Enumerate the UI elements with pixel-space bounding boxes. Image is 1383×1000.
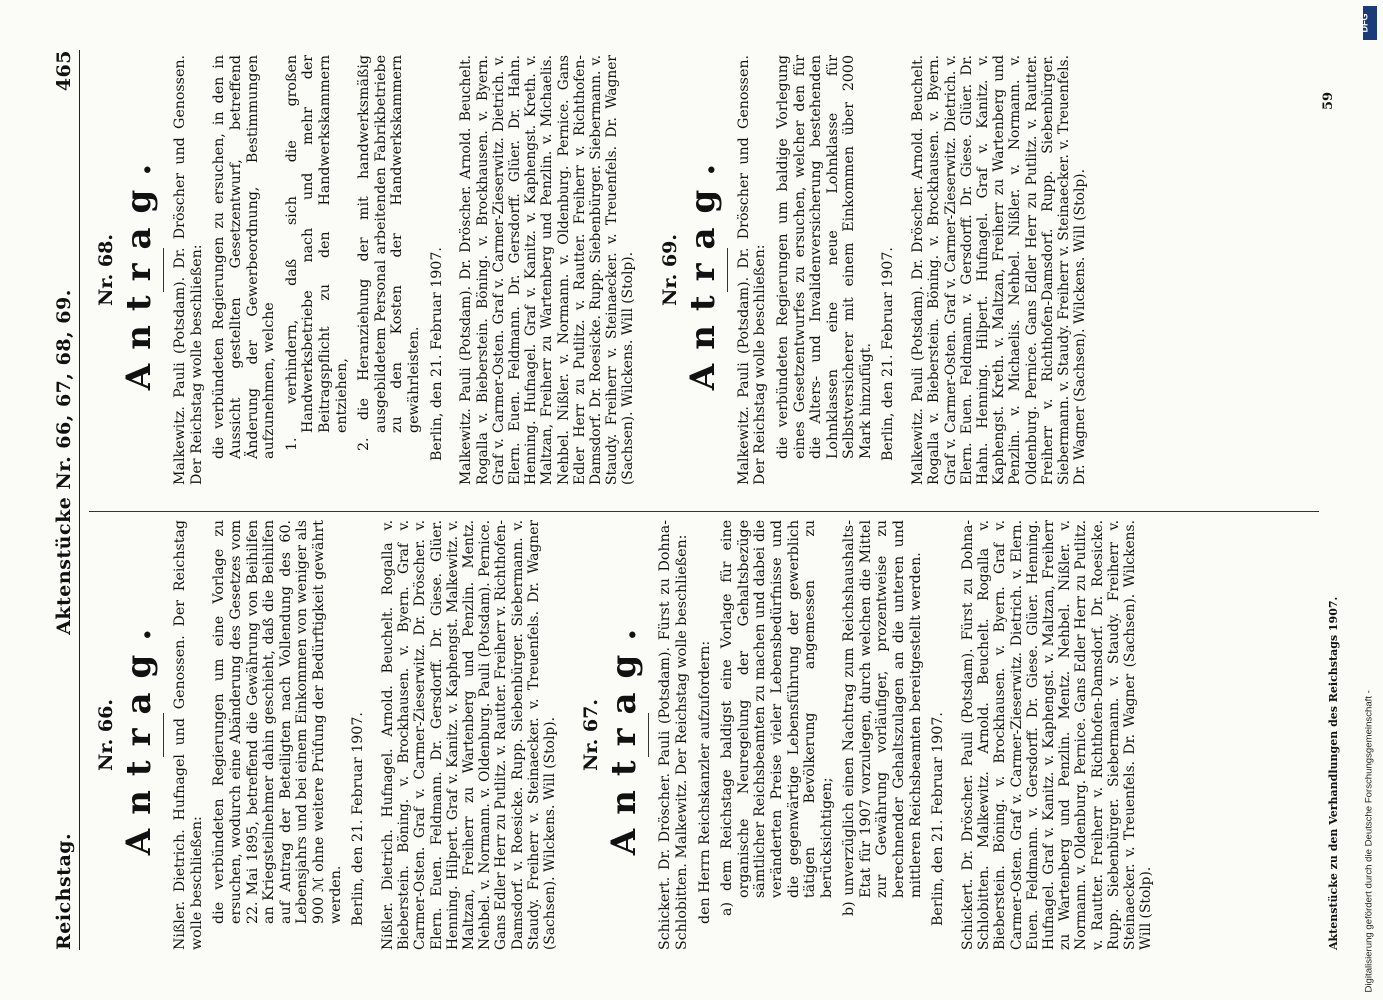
motion-69 xyxy=(659,55,1089,485)
heading-rule xyxy=(648,713,649,757)
motion-heading: Antrag. xyxy=(119,614,159,856)
motion-heading: Antrag. xyxy=(119,149,159,391)
movers: Malkewitz. Pauli (Potsdam). Dr. Dröscher und Genossen. Der Reichstag wolle beschließen: xyxy=(172,55,205,485)
logo-text: DFG xyxy=(1359,13,1370,33)
movers: Schickert. Dr. Dröscher. Pauli (Potsdam). Fürst zu Dohna-Schlobitten. Malkewitz. Der Reichstag wolle beschließen: xyxy=(657,520,690,950)
motion-date: Berlin, den 21. Februar 1907. xyxy=(350,712,367,926)
signatories: Malkewitz. Pauli (Potsdam). Dr. Dröscher. Arnold. Beuchelt. Rogalla v. Bieberstein. Böning. v. Brockhausen. v. Byern. Graf v. Carmer-Osten. Graf v. Carmer-Zieserwitz. Dietrich. v. Elern. Euen. Feldmann. Dr. Gersdorff. Glüer. Dr. Hahn. Henning. Hufnagel. Graf v. Kanitz. v. Kaphengst. Kreth. v. Maltzan, Freiherr zu Wartenberg und Penzlin. v. Michaelis. Nehbel. Nißler. v. Normann. v. Oldenburg. Pernice. Gans Edler Herr zu Putlitz. v. Rautter. Freiherr v. Richthofen-Damsdorf. Dr. Roesicke. Rupp. Siebenbürger. Siebermann. v. Staudy. Freiherr v. Steinaecker. v. Treuenfels. Dr. Wagner (Sachsen). Wilckens. Will (Stolp). xyxy=(458,55,637,485)
motion-paragraph: die verbündeten Regierungen um baldige Vorlegung eines Gesetzentwurfes zu ersuchen, welcher den für die Alters- und Invalidenversicherung bestehenden Lohnklassen eine neue Lohnklasse für Selbstversicherer mit einem Einkommen über 2000 Mark hinzufügt. xyxy=(774,55,874,459)
footer-note: Aktenstücke zu den Verhandlungen des Reichstags 1907. xyxy=(1327,596,1340,950)
motion-date: Berlin, den 21. Februar 1907. xyxy=(880,247,897,461)
movers: Nißler. Dietrich. Hufnagel und Genossen. Der Reichstag wolle beschließen: xyxy=(172,520,205,950)
rotated-document-page xyxy=(31,10,1351,990)
header-left: Reichstag. xyxy=(53,832,75,950)
motion-number: Nr. 69. xyxy=(658,234,681,306)
right-column xyxy=(89,55,1111,485)
motion-paragraph: a) dem Reichstage baldigst eine Vorlage für eine organische Neuregelung der Gehaltsbezüge sämtlicher Reichsbeamten zu machen und dabei die veränderten Preise vieler Lebensbedürfnisse und die gegenwärtige Lebensführung der gewerblich tätigen Bevölkerung angemessen zu berücksichtigen; xyxy=(719,520,835,916)
movers: Malkewitz. Pauli (Potsdam). Dr. Dröscher und Genossen. Der Reichstag wolle beschließen: xyxy=(735,55,769,485)
digitization-credit xyxy=(1363,8,1377,993)
credit-text: Digitalisierung gefördert durch die Deutsche Forschungsgemeinschaft - xyxy=(1363,690,1375,993)
motion-number: Nr. 66. xyxy=(95,699,117,771)
heading-rule xyxy=(163,248,164,292)
motion-heading: Antrag. xyxy=(604,614,645,856)
motion-paragraph: die verbündeten Regierungen um eine Vorlage zu ersuchen, wodurch eine Abänderung des Gesetzes vom 22. Mai 1895, betreffend die Gewährung von Beihilfen an Kriegsteilnehmer dahin geschieht, daß die Beihilfen auf Antrag der Beteiligten nach Vollendung des 60. Lebensjahrs und bei einem Einkommen von weniger als 900 ℳ ohne weitere Prüfung der Bedürftigkeit gewährt werden. xyxy=(211,520,344,924)
page-number: 465 xyxy=(53,50,75,92)
left-column xyxy=(89,520,1176,950)
motion-heading: Antrag. xyxy=(682,149,723,391)
motion-number: Nr. 67. xyxy=(580,699,603,771)
motion-paragraph: den Herrn Reichskanzler aufzufordern: xyxy=(696,640,713,924)
signatories: Schickert. Dr. Dröscher. Pauli (Potsdam). Fürst zu Dohna-Schlobitten. Malkewitz. Arnold. Beuchelt. Rogalla v. Bieberstein. Böning. v. Brockhausen. v. Byern. Graf v. Carmer-Osten. Graf v. Carmer-Zieserwitz. Dietrich. v. Elern. Euen. Feldmann. v. Gersdorff. Dr. Giese. Glüer. Henning. Hufnagel. Graf v. Kanitz. v. Kaphengst. v. Maltzan, Freiherr zu Wartenberg und Penzlin. Mentz. Nehbel. Nißler. v. Normann. v. Oldenburg. Pernice. Gans Edler Herr zu Putlitz. v. Rautter. Freiherr v. Richthofen-Damsdorf. Dr. Roesicke. Rupp. Siebenbürger. Siebermann. v. Staudy. Freiherr v. Steinaecker. v. Treuenfels. Dr. Wagner (Sachsen). Wilckens. Will (Stolp). xyxy=(960,520,1155,950)
motion-paragraph: die verbündeten Regierungen zu ersuchen, in den in Aussicht gestellten Gesetzentwurf, betreffend Änderung der Gewerbeordnung, Bestimmungen aufzunehmen, welche xyxy=(211,55,278,459)
motion-67 xyxy=(580,520,1154,950)
motion-68 xyxy=(95,55,637,485)
motion-date: Berlin, den 21. Februar 1907. xyxy=(428,247,445,461)
heading-rule xyxy=(163,713,164,757)
signatories: Nißler. Dietrich. Hufnagel. Arnold. Beuchelt. Rogalla v. Bieberstein. Böning. v. Brockhausen. v. Byern. Graf v. Carmer-Osten. Graf v. Carmer-Zieserwitz. Dr. Dröscher. v. Elern. Euen. Feldmann. Dr. Gersdorff. Dr. Giese. Glüer. Henning. Hilpert. Graf v. Kanitz. v. Kaphengst. Malkewitz. v. Maltzan, Freiherr zu Wartenberg und Penzlin. Mentz. Nehbel. v. Normann. v. Oldenburg. Pauli (Potsdam). Pernice. Gans Edler Herr zu Putlitz. v. Rautter. Freiherr v. Richthofen-Damsdorf. v. Roesicke. Rupp. Siebenbürger. Siebermann. v. Staudy. Freiherr v. Steinaecker. v. Treuenfels. Dr. Wagner (Sachsen). Wilckens. Will (Stolp). xyxy=(379,520,558,950)
signatories: Malkewitz. Pauli (Potsdam). Dr. Dröscher. Arnold. Beuchelt. Rogalla v. Bieberstein. Böning. v. Brockhausen. v. Byern. Graf v. Carmer-Osten. Graf v. Carmer-Zieserwitz. Dietrich. v. Elern. Euen. Feldmann. v. Gersdorff. Dr. Giese. Glüer. Dr. Hahn. Henning. Hilpert. Hufnagel. Graf v. Kanitz. v. Kaphengst. Kreth. v. Maltzan, Freiherr zu Wartenberg und Penzlin. v. Michaelis. Nehbel. Nißler. v. Normann. v. Oldenburg. Pernice. Gans Edler Herr zu Putlitz. v. Rautter. Freiherr v. Richthofen-Damsdorf. Rupp. Siebenbürger. Siebermann. v. Staudy. Freiherr v. Steinaecker. v. Treuenfels. Dr. Wagner (Sachsen). Wilckens. Will (Stolp). xyxy=(910,55,1089,485)
heading-rule xyxy=(727,248,728,292)
header-title: Aktenstücke Nr. 66, 67, 68, 69. xyxy=(53,289,75,635)
column-divider xyxy=(89,511,1319,512)
dfg-logo xyxy=(1359,6,1377,40)
running-header xyxy=(41,50,80,950)
motion-number: Nr. 68. xyxy=(95,234,117,306)
motion-paragraph: b) unverzüglich einen Nachtrag zum Reichshaushalts-Etat für 1907 vorzulegen, durch welchen die Mittel zur Gewährung vorläufiger, prozentweise zu berechnender Gehaltszulagen an die unteren und mittleren Reichsbeamten bereitgestellt werden. xyxy=(841,520,924,916)
motion-66 xyxy=(95,520,558,950)
motion-date: Berlin, den 21. Februar 1907. xyxy=(930,712,947,926)
printer-signature-mark: 59 xyxy=(1321,91,1336,110)
motion-paragraph: 1. verhindern, daß sich die großen Handwerksbetriebe nach und mehr der Beitragspflicht zu den Handwerkskammern entziehen, xyxy=(283,55,350,451)
motion-paragraph: 2. die Heranziehung der mit handwerksmäßig ausgebildetem Personal arbeitenden Fabrikbetriebe zu den Kosten der Handwerkskammern gewährleisten. xyxy=(356,55,422,451)
